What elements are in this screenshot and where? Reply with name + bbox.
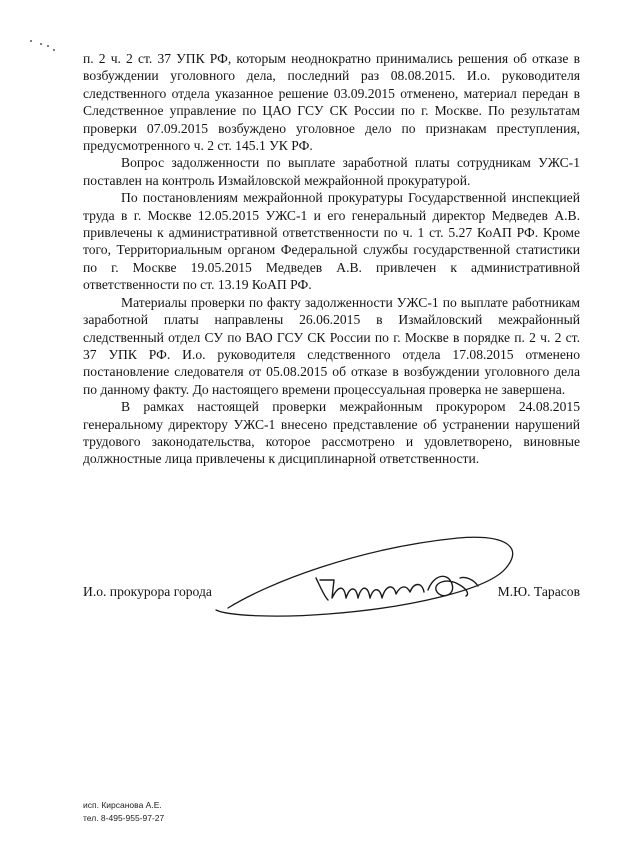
scan-speck: [47, 45, 49, 47]
paragraph: В рамках настоящей проверки межрайонным прокурором 24.08.2015 генеральному директору УЖС-1 внесено представление об устранении нарушений трудового законодательства, которое рассмотрено и удовлетворено, виновные должностные лица привлечены к дисциплинарной ответственности.: [83, 399, 580, 467]
executor-name: исп. Кирсанова А.Е.: [83, 800, 162, 810]
scan-speck: [30, 40, 32, 42]
paragraph: п. 2 ч. 2 ст. 37 УПК РФ, которым неоднократно принимались решения об отказе в возбуждении уголовного дела, последний раз 08.08.2015. И.о. руководителя следственного отдела указанное решение 03.09.2015 отменено, материал передан в Следственное управление по ЦАО ГСУ СК России по г. Москве. По результатам проверки 07.09.2015 возбуждено уголовное дело по признакам преступления, предусмотренного ч. 2 ст. 145.1 УК РФ.: [83, 51, 580, 154]
scan-speck: [53, 49, 55, 51]
executor-phone: тел. 8-495-955-97-27: [83, 813, 165, 823]
scan-speck: [40, 43, 42, 45]
handwritten-signature: [208, 528, 528, 628]
paragraph: По постановлениям межрайонной прокуратуры Государственной инспекцией труда в г. Москве 12.05.2015 УЖС-1 и его генеральный директор Медведев А.В. привлечены к административной ответственности по ч. 1 ст. 5.27 КоАП РФ. Кроме того, Территориальным органом Федеральной службы государственной статистики по г. Москве 19.05.2015 Медведев А.В. привлечен к административной ответственности по ст. 13.19 КоАП РФ.: [83, 190, 580, 293]
paragraph: Материалы проверки по факту задолженности УЖС-1 по выплате работникам заработной платы направлены 26.06.2015 в Измайловский межрайонный следственный отдел СУ по ВАО ГСУ СК России по г. Москве в порядке п. 2 ч. 2 ст. 37 УПК РФ. И.о. руководителя следственного отдела 17.08.2015 отменено постановление следователя от 05.08.2015 об отказе в возбуждении уголовного дела по данному факту. До настоящего времени процессуальная проверка не завершена.: [83, 294, 580, 397]
paragraph: Вопрос задолженности по выплате заработной платы сотрудникам УЖС-1 поставлен на контроль Измайловской межрайонной прокуратурой.: [83, 155, 580, 188]
letter-body: [83, 50, 580, 468]
signatory-position: И.о. прокурора города: [83, 584, 212, 599]
signatory-name: М.Ю. Тарасов: [497, 584, 580, 599]
footer: [83, 799, 164, 825]
